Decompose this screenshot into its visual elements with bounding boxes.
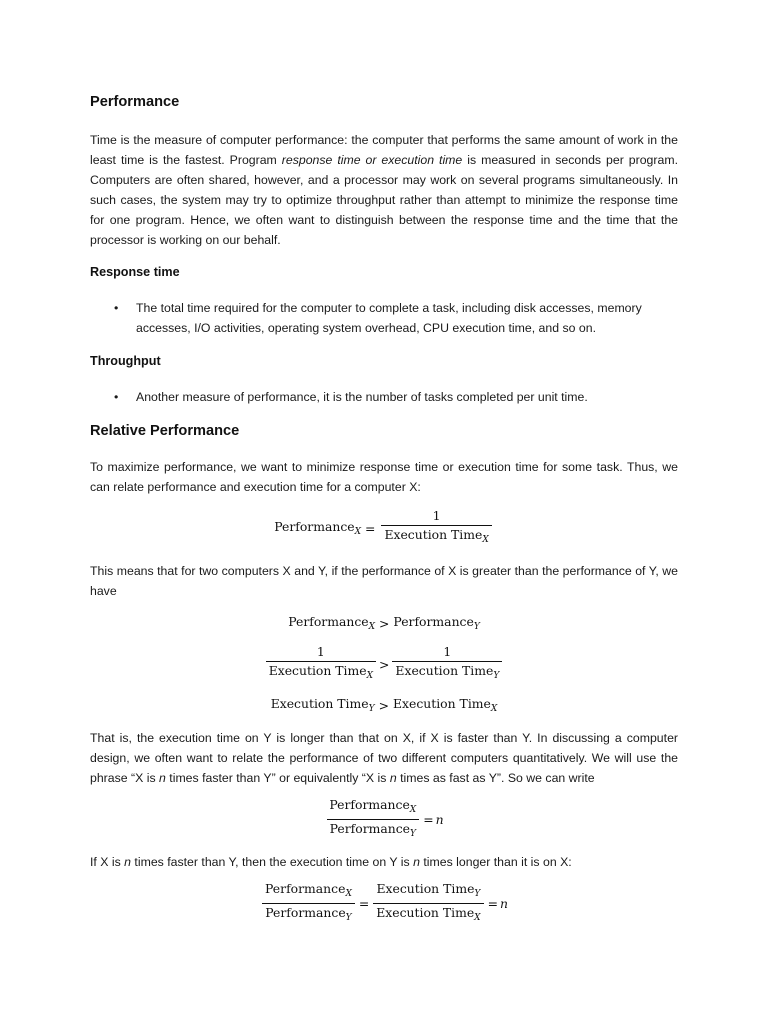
section-title-performance: Performance [90, 94, 180, 110]
math-operator: = [423, 811, 434, 827]
text-run: Time is the measure of computer performance: the computer that performs the same amount of work in the least time is the fastest. Program [90, 133, 678, 167]
paragraph-performance-intro [90, 130, 678, 250]
equation-reciprocal-comparison [0, 644, 768, 684]
equation-performance-definition [0, 508, 768, 548]
paragraph-execution-time-longer: If X is n times faster than Y, then the execution time on Y is n times longer than it is on X: [90, 855, 572, 869]
bullet-icon: • [114, 390, 119, 404]
math-fraction: $\frac{1}{Execution Time_X}$ [266, 644, 376, 684]
paragraph-two-computers: This means that for two computers X and Y, if the performance of X is greater than the performance of Y, we have [90, 564, 678, 598]
math-variable: n [435, 811, 444, 827]
equation-ratio-equivalence [0, 880, 768, 923]
text-run: is measured in seconds per program. Computers are often shared, however, and a processor may work on several programs simultaneously. In such cases, the system may try to optimize throughput rather than attempt to minimize the response time for one program. Hence, we often want to distinguish between the response time and the time that the processor is working on our behalf. [90, 153, 678, 247]
section-title-relative-performance: Relative Performance [90, 423, 240, 439]
math-operator: = [358, 895, 370, 911]
equation-performance-comparison [0, 613, 768, 633]
math-variable: n [499, 895, 508, 911]
math-operator: > [379, 656, 390, 672]
emphasis-text: response time or execution time [281, 153, 463, 167]
math-fraction: $\frac{Performance_X}{Performance_Y}$ [326, 797, 419, 842]
math-term: Execution Time$_Y$ [270, 696, 375, 714]
math-term: Performance$_X$ [274, 519, 362, 537]
heading-throughput: Throughput [90, 354, 161, 368]
math-term: Execution Time$_X$ [392, 696, 498, 714]
paragraph-n-times-faster: That is, the execution time on Y is longer than that on X, if X is faster than Y. In discussing a computer design, we often want to relate the performance of two different computers quantitatively. We will use the phrase “X is n times faster than Y” or equivalently “X is n times as fast as Y”. So we can write [90, 731, 678, 785]
math-fraction: $\frac{Execution Time_Y}{Execution Time_X}$ [373, 881, 483, 926]
bullet-text: The total time required for the computer to complete a task, including disk accesses, memory accesses, I/O activities, operating system overhead, CPU execution time, and so on. [136, 301, 642, 335]
bullet-icon: • [114, 301, 119, 315]
math-term: Performance$_X$ [288, 614, 376, 632]
math-operator: > [378, 697, 389, 713]
math-term: Performance$_Y$ [393, 614, 480, 632]
math-fraction: $\frac{1}{Execution Time_Y}$ [392, 644, 502, 684]
bullet-text: Another measure of performance, it is the number of tasks completed per unit time. [136, 390, 588, 404]
heading-response-time: Response time [90, 265, 180, 279]
math-fraction: $\frac{Performance_X}{Performance_Y}$ [262, 881, 355, 926]
math-fraction: $\frac{1}{Execution Time_X}$ [381, 508, 491, 548]
bullet-throughput [114, 387, 678, 407]
math-operator: = [487, 895, 498, 911]
math-operator: = [365, 520, 376, 536]
equation-execution-time-comparison [0, 695, 768, 715]
bullet-response-time [114, 298, 678, 338]
math-operator: > [379, 615, 390, 631]
paragraph-relative-intro: To maximize performance, we want to minimize response time or execution time for some task. Thus, we can relate performance and execution time for a computer X: [90, 460, 678, 494]
equation-performance-ratio [0, 796, 768, 839]
